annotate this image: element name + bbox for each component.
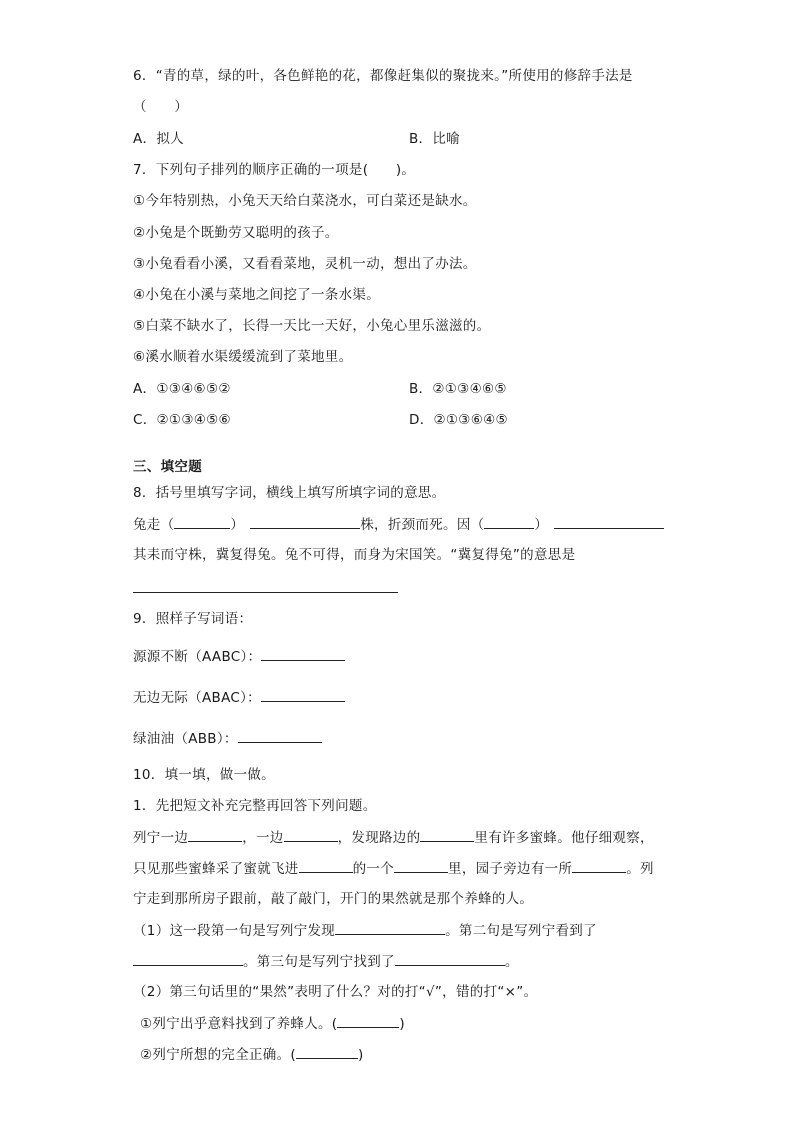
q10-opt2-close: ) bbox=[357, 1047, 364, 1063]
q7-sentence-6: ⑥溪水顺着水渠缓缓流到了菜地里。 bbox=[133, 349, 353, 365]
q6-option-b[interactable]: B．比喻 bbox=[409, 131, 460, 147]
q8-answer-line[interactable] bbox=[133, 592, 398, 593]
q7-sentence-1: ①今年特别热，小兔天天给白菜浇水，可白菜还是缺水。 bbox=[133, 193, 477, 209]
q7-sentence-3: ③小兔看看小溪，又看看菜地，灵机一动，想出了办法。 bbox=[133, 256, 477, 272]
q10-p1-text-a: 列宁一边 bbox=[133, 830, 189, 846]
q8-blank-1[interactable] bbox=[174, 514, 230, 529]
q7-sentence-2: ②小兔是个既勤劳又聪明的孩子。 bbox=[133, 225, 339, 241]
q10-question-2: （2）第三句话里的“果然”表明了什么？对的打“√”，错的打“×”。 bbox=[133, 984, 538, 1000]
q7-stem: 7．下列句子排列的顺序正确的一项是( )。 bbox=[133, 162, 416, 178]
q9-item-2 bbox=[133, 687, 345, 708]
section-heading: 三、填空题 bbox=[133, 459, 202, 475]
q10-p1-text-b: ，一边 bbox=[242, 830, 284, 846]
q10-passage-line-3: 宁走到那所房子跟前，敲了敲门，开门的果然就是那个养蜂的人。 bbox=[133, 891, 534, 907]
q7-option-d[interactable]: D．②①③⑥④⑤ bbox=[409, 412, 508, 428]
q9-stem: 9．照样子写词语： bbox=[133, 611, 253, 627]
q8-text-b: ） bbox=[230, 517, 245, 533]
q10-blank-6[interactable] bbox=[572, 858, 626, 873]
q10-blank-5[interactable] bbox=[394, 858, 448, 873]
q10-q1-text-b: 。第二句是写列宁看到了 bbox=[445, 923, 597, 939]
q8-text-c: 株，折颈而死。因（ bbox=[360, 517, 485, 533]
q9-item-3 bbox=[133, 728, 322, 749]
q10-option-1 bbox=[140, 1013, 405, 1034]
q7-sentence-4: ④小兔在小溪与菜地之间挖了一条水渠。 bbox=[133, 287, 381, 303]
q8-blank-3[interactable] bbox=[484, 514, 534, 529]
q9-blank-1[interactable] bbox=[261, 646, 345, 661]
q7-option-b[interactable]: B．②①③④⑥⑤ bbox=[409, 381, 507, 397]
q8-blank-2[interactable] bbox=[250, 514, 360, 529]
q10-q1-text-c: 。第三句是写列宁找到了 bbox=[243, 954, 395, 970]
q10-question-1-line-2 bbox=[133, 951, 519, 972]
q10-opt1-close: ) bbox=[399, 1016, 405, 1032]
q10-blank-4[interactable] bbox=[299, 858, 353, 873]
q10-blank-3[interactable] bbox=[420, 827, 474, 842]
q8-line-2: 其耒而守株，冀复得兔。兔不可得，而身为宋国笑。“冀复得兔”的意思是 bbox=[133, 547, 576, 563]
q10-blank-7[interactable] bbox=[335, 920, 445, 935]
q9-item-2-label: 无边无际（ABAC）： bbox=[133, 690, 261, 706]
q6-option-a[interactable]: A．拟人 bbox=[133, 131, 184, 147]
q8-text-d: ） bbox=[534, 517, 549, 533]
q7-option-c[interactable]: C．②①③④⑤⑥ bbox=[133, 412, 231, 428]
q6-answer-paren[interactable]: （ ） bbox=[133, 99, 189, 115]
q10-blank-2[interactable] bbox=[284, 827, 338, 842]
q9-item-1-label: 源源不断（AABC）： bbox=[133, 649, 262, 665]
q10-blank-8[interactable] bbox=[133, 951, 243, 966]
q10-sub-1: 1．先把短文补充完整再回答下列问题。 bbox=[133, 798, 377, 814]
q10-q1-text-d: 。 bbox=[504, 954, 519, 970]
q10-p1-text-d: 里有许多蜜蜂。他仔细观察， bbox=[474, 830, 654, 846]
q10-opt1-blank[interactable] bbox=[337, 1013, 399, 1028]
q9-item-3-label: 绿油油（ABB）： bbox=[133, 731, 238, 747]
q9-blank-3[interactable] bbox=[238, 728, 322, 743]
q9-item-1 bbox=[133, 646, 345, 667]
q10-passage-line-1 bbox=[133, 827, 654, 848]
q10-passage-line-2 bbox=[133, 858, 654, 879]
q7-option-a[interactable]: A．①③④⑥⑤② bbox=[133, 381, 231, 397]
q10-stem: 10．填一填，做一做。 bbox=[133, 767, 275, 783]
q8-text-a: 兔走（ bbox=[133, 517, 175, 533]
q8-line-1 bbox=[133, 514, 664, 535]
q8-blank-4[interactable] bbox=[554, 514, 664, 529]
q10-p2-text-b: 的一个 bbox=[352, 861, 395, 877]
q10-blank-1[interactable] bbox=[188, 827, 242, 842]
q10-q1-text-a: （1）这一段第一句是写列宁发现 bbox=[133, 923, 336, 939]
q9-blank-2[interactable] bbox=[261, 687, 345, 702]
q10-p2-text-a: 只见那些蜜蜂采了蜜就飞进 bbox=[133, 861, 299, 877]
q6-stem: 6．“青的草，绿的叶，各色鲜艳的花，都像赶集似的聚拢来。”所使用的修辞手法是 bbox=[133, 68, 633, 84]
q10-opt2-blank[interactable] bbox=[296, 1044, 358, 1059]
q10-blank-9[interactable] bbox=[395, 951, 505, 966]
q7-sentence-5: ⑤白菜不缺水了，长得一天比一天好，小兔心里乐滋滋的。 bbox=[133, 318, 491, 334]
q10-opt1-text: ①列宁出乎意料找到了养蜂人。( bbox=[140, 1016, 338, 1032]
q8-stem: 8．括号里填写字词，横线上填写所填字词的意思。 bbox=[133, 485, 446, 501]
q10-opt2-text: ②列宁所想的完全正确。( bbox=[140, 1047, 296, 1063]
q10-question-1-line-1 bbox=[133, 920, 597, 941]
q10-p2-text-d: 。列 bbox=[626, 861, 654, 877]
q10-option-2 bbox=[140, 1044, 364, 1065]
q10-p1-text-c: ，发现路边的 bbox=[337, 830, 421, 846]
q10-p2-text-c: 里，园子旁边有一所 bbox=[448, 861, 573, 877]
